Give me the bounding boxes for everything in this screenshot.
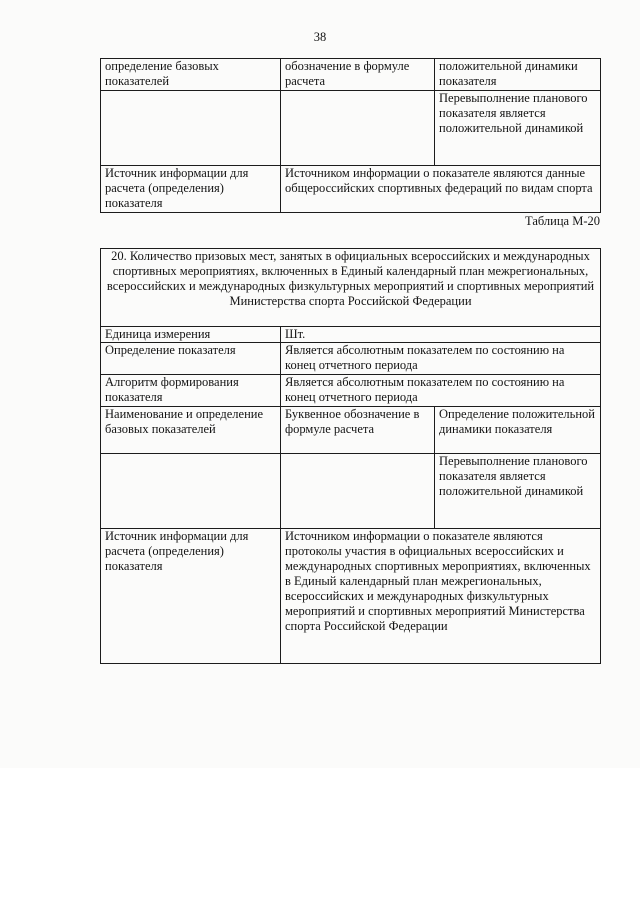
table-cell: Определение положительной динамики показателя <box>435 407 601 454</box>
source-value-cell: Источником информации о показателе являются данные общероссийских спортивных федераций по видам спорта <box>281 166 601 213</box>
source-value-cell: Источником информации о показателе являются протоколы участия в официальных всероссийских и международных спортивных мероприятиях, включенных в Единый календарный план межрегиональных, всероссийских и международных физкультурных мероприятий и спортивных мероприятий Министерства спорта Российской Федерации <box>281 529 601 664</box>
table-row <box>101 375 601 407</box>
table-title-row <box>101 249 601 327</box>
definition-value-cell: Является абсолютным показателем по состоянию на конец отчетного периода <box>281 343 601 375</box>
table-cell: обозначение в формуле расчета <box>281 59 435 91</box>
table-cell <box>101 91 281 166</box>
definition-label-cell: Определение показателя <box>101 343 281 375</box>
table-row <box>101 59 601 91</box>
table-cell: Наименование и определение базовых показателей <box>101 407 281 454</box>
algorithm-label-cell: Алгоритм формирования показателя <box>101 375 281 407</box>
table-row <box>101 407 601 454</box>
unit-label-cell: Единица измерения <box>101 327 281 343</box>
table-cell: определение базовых показателей <box>101 59 281 91</box>
algorithm-value-cell: Является абсолютным показателем по состоянию на конец отчетного периода <box>281 375 601 407</box>
table-cell: Перевыполнение планового показателя является положительной динамикой <box>435 454 601 529</box>
continued-indicator-table <box>100 58 601 213</box>
unit-value-cell: Шт. <box>281 327 601 343</box>
indicator-table-m20 <box>100 248 601 664</box>
page-number: 38 <box>313 30 327 44</box>
table-label: Таблица М-20 <box>525 214 600 228</box>
source-label-cell: Источник информации для расчета (определения) показателя <box>101 529 281 664</box>
table-cell <box>281 454 435 529</box>
source-label-cell: Источник информации для расчета (определения) показателя <box>101 166 281 213</box>
table-row <box>101 454 601 529</box>
table-cell <box>281 91 435 166</box>
table-title: 20. Количество призовых мест, занятых в официальных всероссийских и международных спортивных мероприятиях, включенных в Единый календарный план межрегиональных, всероссийских и международных физкультурных мероприятий и спортивных мероприятий Министерства спорта Российской Федерации <box>101 249 601 327</box>
table-row <box>101 529 601 664</box>
table-row <box>101 91 601 166</box>
table-cell: положительной динамики показателя <box>435 59 601 91</box>
table-row <box>101 166 601 213</box>
table-cell: Перевыполнение планового показателя является положительной динамикой <box>435 91 601 166</box>
table-row <box>101 327 601 343</box>
table-row <box>101 343 601 375</box>
table-cell <box>101 454 281 529</box>
table-cell: Буквенное обозначение в формуле расчета <box>281 407 435 454</box>
